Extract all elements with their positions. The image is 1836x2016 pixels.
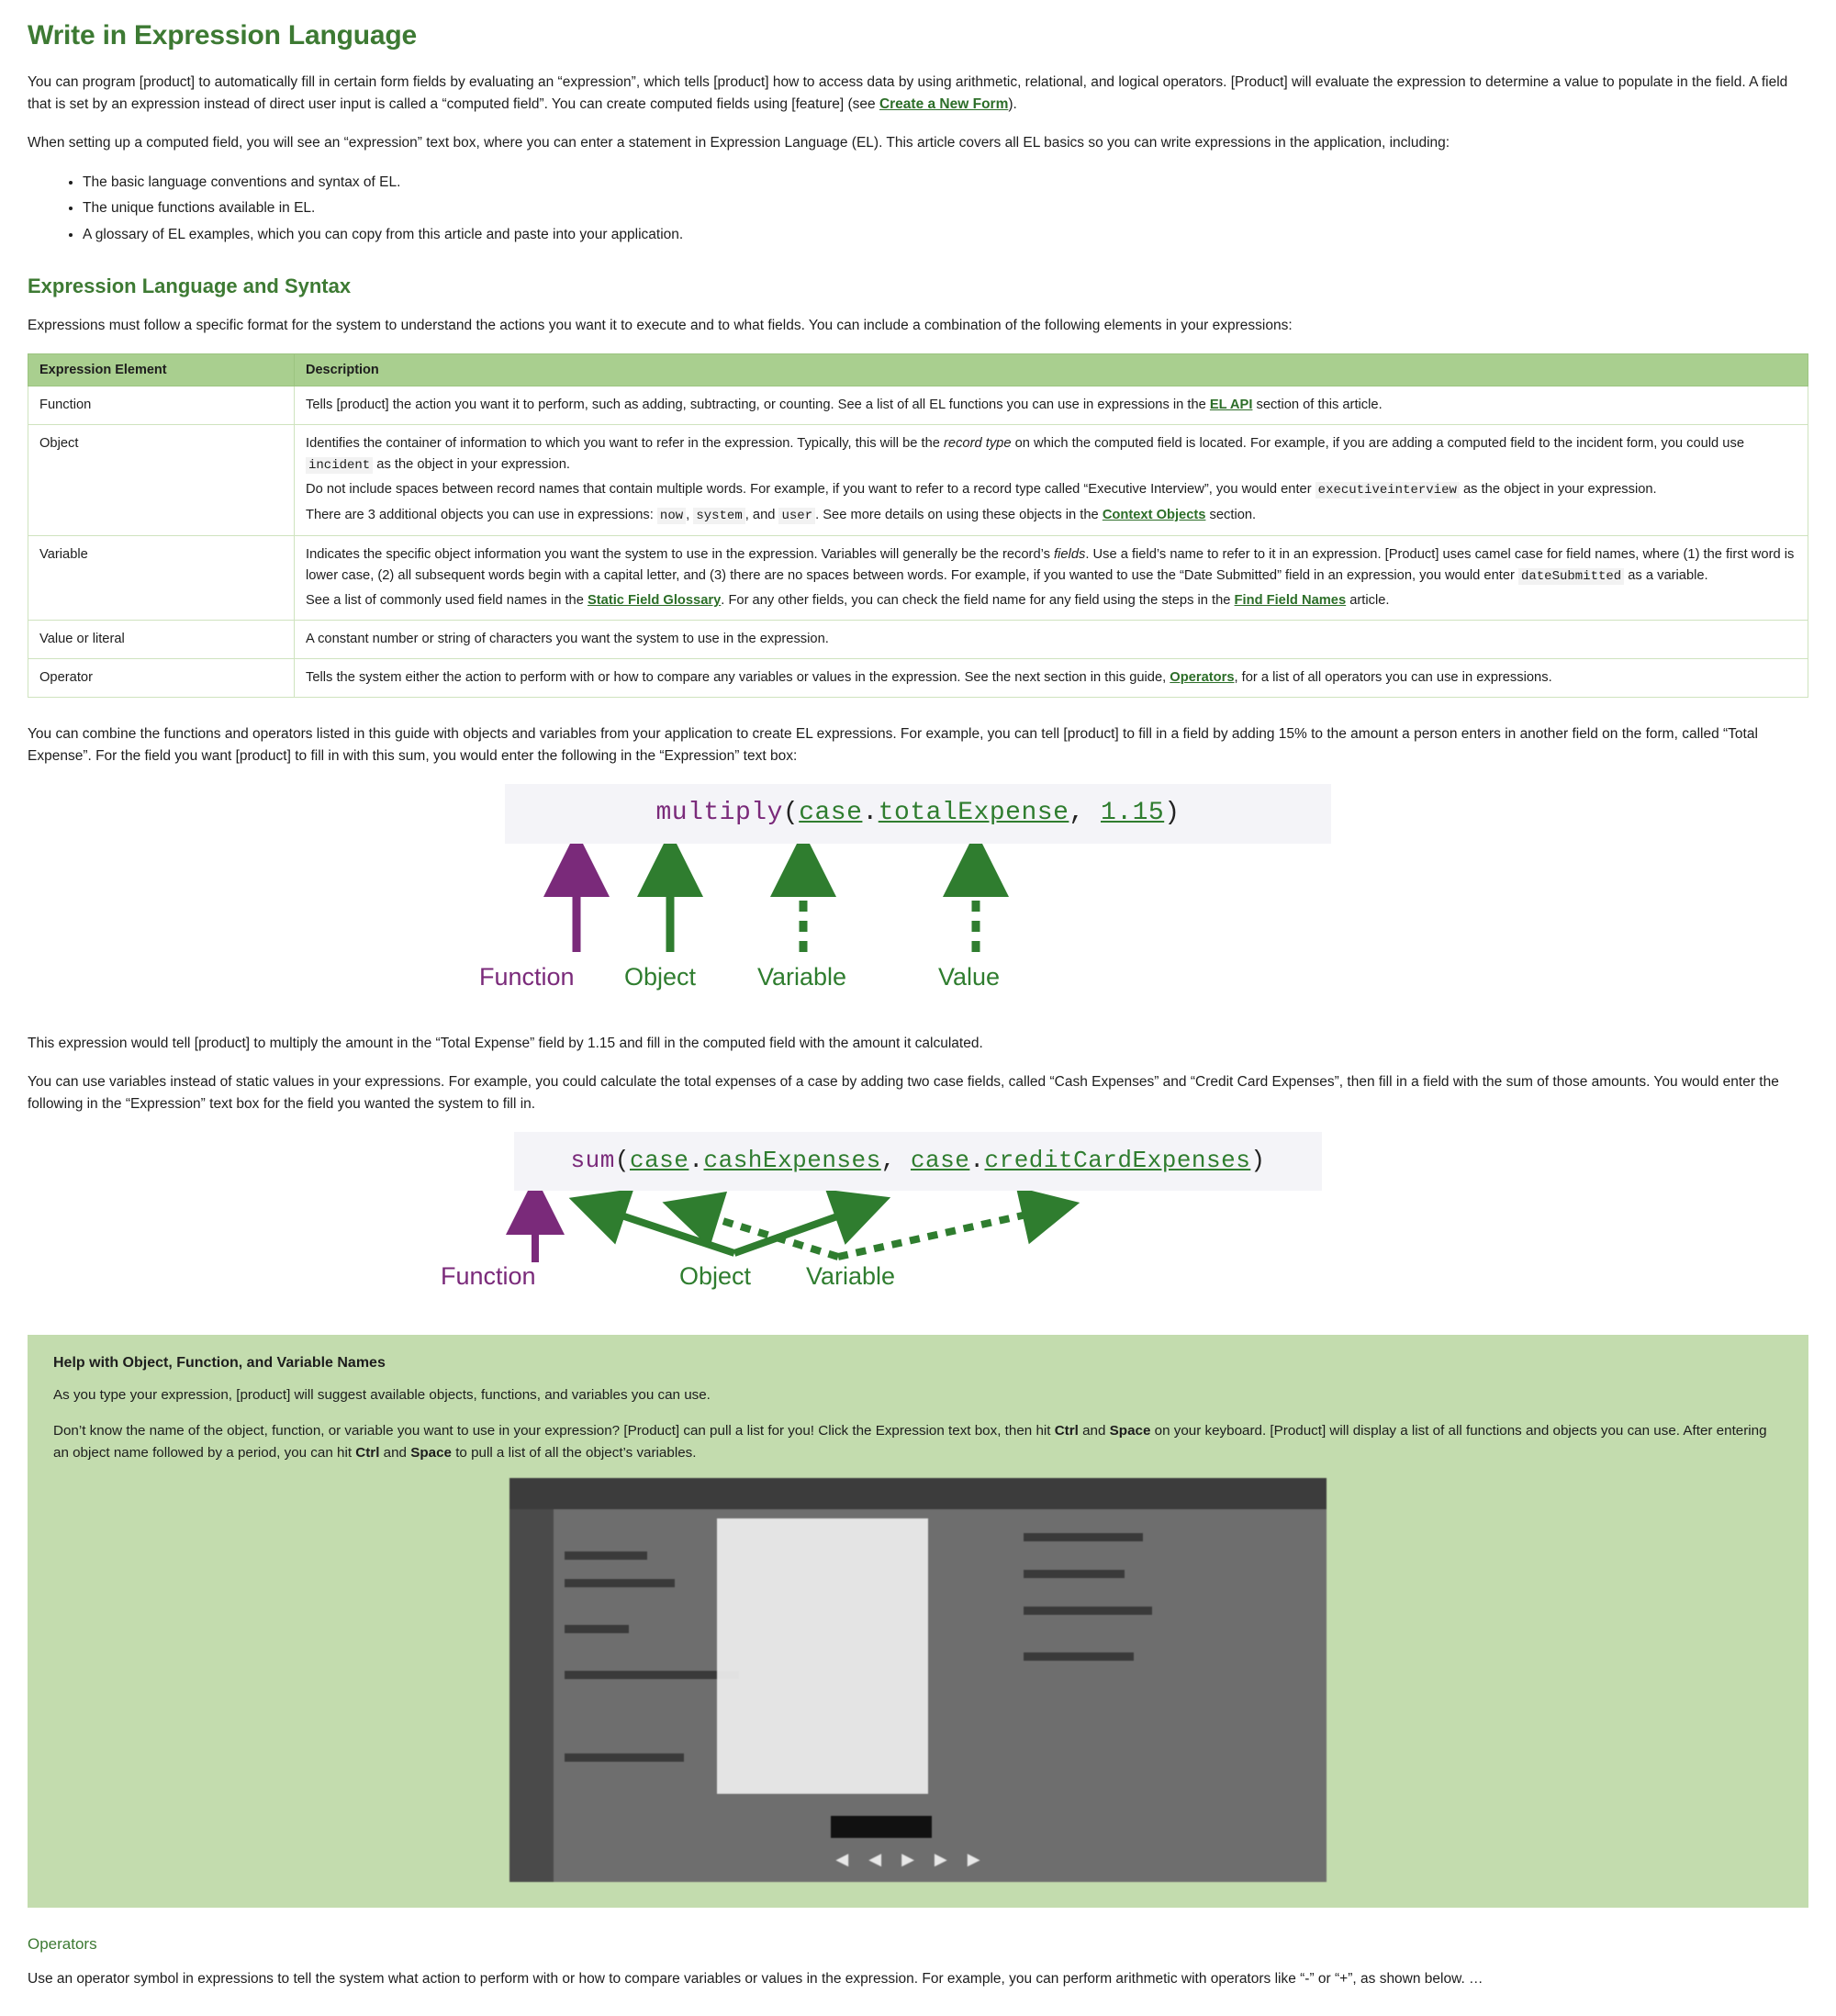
video-controls[interactable] xyxy=(509,1850,1327,1869)
video-placeholder-block xyxy=(1024,1607,1152,1615)
table-header-row xyxy=(28,354,1808,386)
token-dot-1: . xyxy=(688,1146,704,1174)
video-app-main xyxy=(554,1509,1327,1882)
legend-function-1: Function xyxy=(479,962,575,991)
token-dot-2: . xyxy=(969,1146,985,1174)
callout-text: on your keyboard. [Product] will display a list of all functions and objects you can use. After entering an object name followed by a period, you can hit xyxy=(53,1423,1767,1461)
key-space-1: Space xyxy=(1109,1423,1151,1439)
legend-object-1: Object xyxy=(624,962,697,991)
expression-code-2 xyxy=(514,1132,1322,1191)
desc-text: as a variable. xyxy=(1624,567,1708,583)
intro-text-1-end: ). xyxy=(1008,96,1017,113)
expression-annotation-diagram-2 xyxy=(275,1191,1561,1315)
context-objects-link[interactable]: Context Objects xyxy=(1102,508,1206,523)
callout-text: Don’t know the name of the object, function, or variable you want to use in your expression? [Product] can pull a list for you! Click the Expression text box, then hit xyxy=(53,1423,1055,1439)
token-paren-close: ) xyxy=(1164,798,1181,827)
expression-code-1 xyxy=(505,784,1331,844)
table-row xyxy=(28,620,1808,658)
video-placeholder-block xyxy=(565,1625,629,1633)
intro-paragraph-2: When setting up a computed field, you will see an “expression” text box, where you can enter a statement in Expression Language (EL). This article covers all EL basics so you can write expressions in the application, including: xyxy=(28,135,1450,151)
rewind-icon[interactable]: ◀◀ xyxy=(835,1850,902,1869)
list-item: • The unique functions available in EL. xyxy=(83,196,1808,220)
token-comma: , xyxy=(880,1146,911,1174)
token-paren-open: ( xyxy=(614,1146,630,1174)
expression-example-1 xyxy=(28,784,1808,1018)
table-row xyxy=(28,424,1808,535)
list-item: • The basic language conventions and syntax of EL. xyxy=(83,171,1808,195)
desc-text: , xyxy=(686,508,694,523)
cell-element-object: Object xyxy=(28,424,295,535)
token-paren-open: ( xyxy=(782,798,800,827)
table-row xyxy=(28,535,1808,620)
token-variable: totalExpense xyxy=(878,798,1069,827)
find-field-names-link[interactable]: Find Field Names xyxy=(1234,593,1347,609)
desc-text: Indicates the specific object information you want the system to use in the expression. Variables will generally be the record’s xyxy=(306,546,1055,562)
desc-text: , for a list of all operators you can use in expressions. xyxy=(1234,669,1552,685)
desc-text: as the object in your expression. xyxy=(373,456,570,472)
cell-element-function: Function xyxy=(28,386,295,425)
token-variable-2: creditCardExpenses xyxy=(984,1146,1251,1174)
desc-text: . Use a field’s name to refer to it in an expression. [Product] uses camel case for field names, where (1) the first word is lower case, (2) all subsequent words begin with a capital letter, and (3) there are no spaces between words. For example, if you wanted to use the “Date Submitted” field in an expression, you would enter xyxy=(306,546,1795,583)
cell-element-variable: Variable xyxy=(28,535,295,620)
example2-lead: You can use variables instead of static values in your expressions. For example, you could calculate the total expenses of a case by adding two case fields, called “Cash Expenses” and “Credit Card Expenses”, then fill in a field with the sum of those amounts. You would enter the following in the “Expression” text box for the field you wanted the system to fill in. xyxy=(28,1073,1779,1112)
legend-function-2: Function xyxy=(441,1261,536,1290)
section-heading-syntax: Expression Language and Syntax xyxy=(28,274,352,298)
diagram-2-arrows xyxy=(275,1191,1561,1315)
token-function: sum xyxy=(570,1146,615,1174)
callout-paragraph-2 xyxy=(53,1420,1783,1463)
desc-text: , and xyxy=(744,508,779,523)
video-placeholder-block xyxy=(1024,1533,1143,1541)
callout-heading: Help with Object, Function, and Variable Names xyxy=(53,1354,386,1371)
list-item: • A glossary of EL examples, which you can copy from this article and paste into your application. xyxy=(83,223,1808,247)
token-function: multiply xyxy=(655,798,783,827)
create-new-form-link[interactable]: Create a New Form xyxy=(879,96,1009,113)
desc-text: . See more details on using these objects in the xyxy=(815,508,1103,523)
code-datesubmitted: dateSubmitted xyxy=(1518,568,1624,585)
video-placeholder-block xyxy=(1024,1570,1125,1578)
desc-text: Tells the system either the action to perform with or how to compare any variables or values in the expression. See the next section in this guide, xyxy=(306,669,1170,685)
video-app-topbar xyxy=(509,1478,1327,1509)
table-row xyxy=(28,658,1808,697)
cell-description-function xyxy=(295,386,1808,425)
code-executiveinterview: executiveinterview xyxy=(1315,482,1460,498)
column-header-description: Description xyxy=(295,354,1808,386)
key-ctrl-2: Ctrl xyxy=(355,1444,380,1461)
cell-description-variable xyxy=(295,535,1808,620)
desc-text: Tells [product] the action you want it to perform, such as adding, subtracting, or counting. See a list of all EL functions you can use in expressions in the xyxy=(306,398,1210,413)
example1-lead: You can combine the functions and operators listed in this guide with objects and variables from your application to create EL expressions. For example, you can tell [product] to fill in a field by adding 15% to the amount a person enters in another field on the form, called “Total Expense”. For the field you want [product] to fill in with this sum, you would enter the following in the “Expression” text box: xyxy=(28,725,1758,764)
variable-desc-p1 xyxy=(306,544,1797,587)
desc-text: Do not include spaces between record names that contain multiple words. For example, if you want to refer to a record type called “Executive Interview”, you would enter xyxy=(306,482,1315,498)
cell-element-value: Value or literal xyxy=(28,620,295,658)
section-heading-operators: Operators xyxy=(28,1935,97,1954)
intro-paragraph-1 xyxy=(28,72,1808,116)
code-user: user xyxy=(778,508,815,524)
desc-text: See a list of commonly used field names in the xyxy=(306,593,588,609)
legend-value-1: Value xyxy=(938,962,1001,991)
desc-text: on which the computed field is located. For example, if you are adding a computed field to the incident form, you could use xyxy=(1011,435,1744,451)
help-callout xyxy=(28,1335,1808,1909)
play-icon[interactable]: ▶ xyxy=(901,1850,935,1869)
code-system: system xyxy=(693,508,744,524)
cell-description-value: A constant number or string of characters you want the system to use in the expression. xyxy=(295,620,1808,658)
table-row xyxy=(28,386,1808,425)
video-placeholder-block xyxy=(565,1753,684,1762)
video-placeholder-block xyxy=(1024,1652,1134,1661)
object-desc-p2 xyxy=(306,479,1797,501)
code-incident: incident xyxy=(306,457,373,474)
demo-video-player[interactable] xyxy=(509,1478,1327,1882)
cell-description-object xyxy=(295,424,1808,535)
video-suggestion-dialog xyxy=(717,1518,928,1794)
expression-elements-table xyxy=(28,353,1808,697)
video-app-sidebar xyxy=(509,1509,554,1882)
callout-paragraph-1: As you type your expression, [product] will suggest available objects, functions, and variables you can use. xyxy=(53,1386,711,1403)
desc-text-end: section of this article. xyxy=(1252,398,1383,413)
legend-variable-1: Variable xyxy=(757,962,847,991)
cell-description-operator xyxy=(295,658,1808,697)
code-now: now xyxy=(657,508,686,524)
callout-text: and xyxy=(1078,1423,1110,1439)
object-desc-p3 xyxy=(306,505,1797,527)
callout-text: to pull a list of all the object’s variables. xyxy=(451,1444,697,1461)
token-value: 1.15 xyxy=(1100,798,1165,827)
desc-italic-fields: fields xyxy=(1054,546,1086,562)
token-comma: , xyxy=(1069,798,1101,827)
video-placeholder-block xyxy=(565,1579,675,1587)
intro-text-1: You can program [product] to automatically fill in certain form fields by evaluating an “expression”, which tells [product] how to access data by using arithmetic, relational, and logical operators. [Product] will evaluate the expression to determine a value to populate in the field. A field that is set by an expression instead of direct user input is called a “computed field”. You can create computed fields using [feature] (see xyxy=(28,74,1788,113)
token-dot: . xyxy=(862,798,879,827)
token-paren-close: ) xyxy=(1250,1146,1266,1174)
token-object: case xyxy=(799,798,863,827)
callout-text: and xyxy=(379,1444,411,1461)
column-header-element: Expression Element xyxy=(28,354,295,386)
object-desc-p1 xyxy=(306,433,1797,476)
expression-example-2 xyxy=(28,1132,1808,1315)
video-placeholder-block xyxy=(565,1551,647,1560)
example1-after: This expression would tell [product] to multiply the amount in the “Total Expense” field by 1.15 and fill in the computed field with the amount it calculated. xyxy=(28,1035,983,1051)
desc-text: section. xyxy=(1205,508,1257,523)
page-title: Write in Expression Language xyxy=(28,20,417,50)
static-field-glossary-link[interactable]: Static Field Glossary xyxy=(587,593,722,609)
video-highlight-bar xyxy=(831,1816,932,1838)
el-api-link[interactable]: EL API xyxy=(1209,398,1253,413)
token-variable-1: cashExpenses xyxy=(703,1146,881,1174)
key-space-2: Space xyxy=(410,1444,452,1461)
legend-variable-2: Variable xyxy=(806,1261,896,1290)
desc-text: as the object in your expression. xyxy=(1459,482,1657,498)
variable-desc-p2 xyxy=(306,590,1797,611)
key-ctrl-1: Ctrl xyxy=(1054,1423,1079,1439)
desc-text: . For any other fields, you can check the field name for any field using the steps in the xyxy=(721,593,1235,609)
video-placeholder-block xyxy=(565,1671,739,1679)
diagram-1-arrows xyxy=(275,844,1561,1018)
desc-text: Identifies the container of information to which you want to refer in the expression. Typically, this will be the xyxy=(306,435,945,451)
desc-italic-record-type: record type xyxy=(944,435,1012,451)
legend-object-2: Object xyxy=(679,1261,752,1290)
operators-link[interactable]: Operators xyxy=(1170,669,1235,685)
token-object-1: case xyxy=(629,1146,689,1174)
cell-element-operator: Operator xyxy=(28,658,295,697)
syntax-lead-paragraph: Expressions must follow a specific format for the system to understand the actions you want it to execute and to what fields. You can include a combination of the following elements in your expressions: xyxy=(28,318,1293,334)
operators-paragraph: Use an operator symbol in expressions to tell the system what action to perform with or how to compare variables or values in the expression. For example, you can perform arithmetic with operators like “-” or “+”, as shown below. … xyxy=(28,1971,1483,1988)
desc-text: article. xyxy=(1346,593,1390,609)
expression-annotation-diagram-1 xyxy=(275,844,1561,1018)
intro-bullet-list xyxy=(28,171,1808,247)
forward-icon[interactable]: ▶▶ xyxy=(934,1850,1001,1869)
token-object-2: case xyxy=(910,1146,970,1174)
desc-text: There are 3 additional objects you can use in expressions: xyxy=(306,508,657,523)
